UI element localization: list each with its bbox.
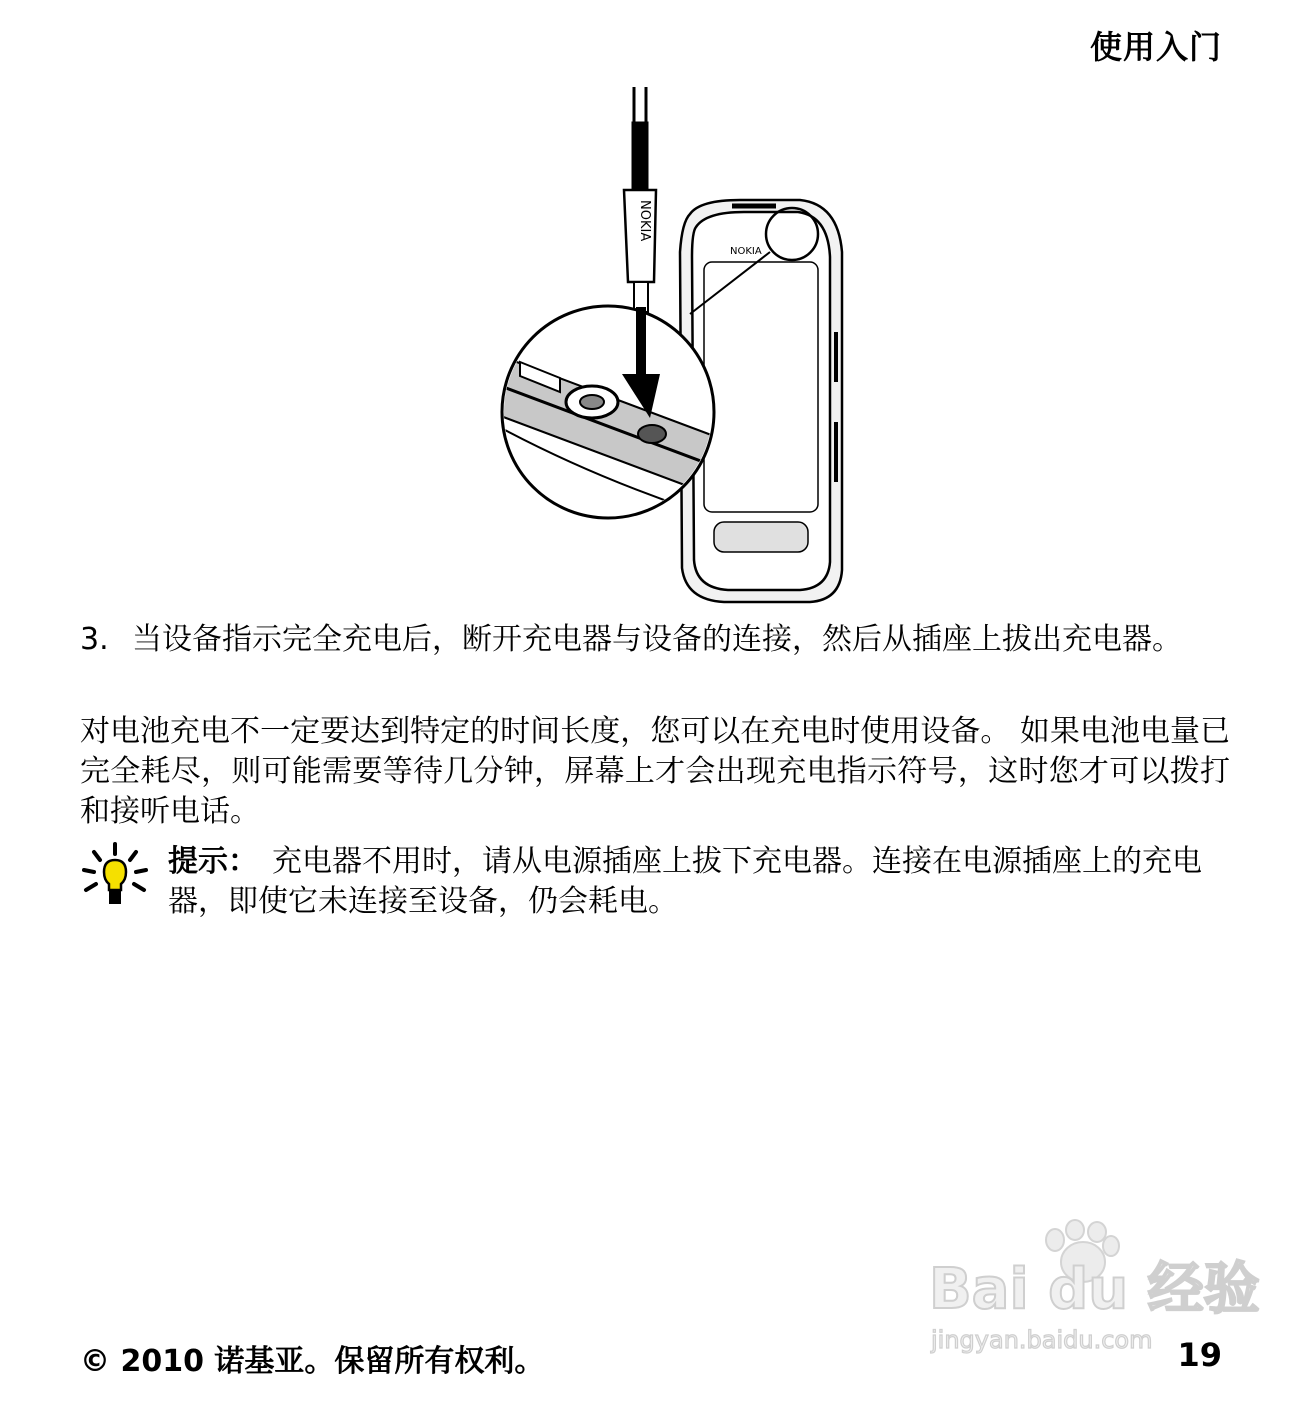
tip-label: 提示： (168, 844, 258, 879)
copyright-notice: © 2010 诺基亚。保留所有权利。 (80, 1344, 545, 1379)
step-item (80, 620, 1230, 660)
svg-text:NOKIA: NOKIA (730, 246, 762, 257)
lightbulb-icon (80, 842, 164, 912)
section-title: 使用入门 (1089, 28, 1222, 66)
svg-text:NOKIA: NOKIA (637, 200, 652, 242)
charger-plug (624, 190, 656, 312)
page-number: 19 (1177, 1336, 1222, 1374)
charger-cable (632, 87, 648, 192)
tip-text: 充电器不用时，请从电源插座上拔下充电器。连接在电源插座上的充电器，即使它未连接至设备，仍会耗电。 (168, 844, 1202, 919)
tip-body (164, 842, 1230, 922)
svg-text:Bai du 经验: Bai du 经验 (929, 1257, 1260, 1322)
svg-text:jingyan.baidu.com: jingyan.baidu.com (931, 1326, 1153, 1354)
body-paragraph: 对电池充电不一定要达到特定的时间长度，您可以在充电时使用设备。 如果电池电量已完全耗尽，则可能需要等待几分钟，屏幕上才会出现充电指示符号，这时您才可以拨打和接听电话。 (80, 714, 1230, 829)
tip-block (80, 842, 1230, 922)
step-number: 3. (80, 622, 109, 657)
charging-illustration (500, 82, 860, 604)
step-text: 当设备指示完全充电后，断开充电器与设备的连接，然后从插座上拔出充电器。 (132, 622, 1182, 657)
